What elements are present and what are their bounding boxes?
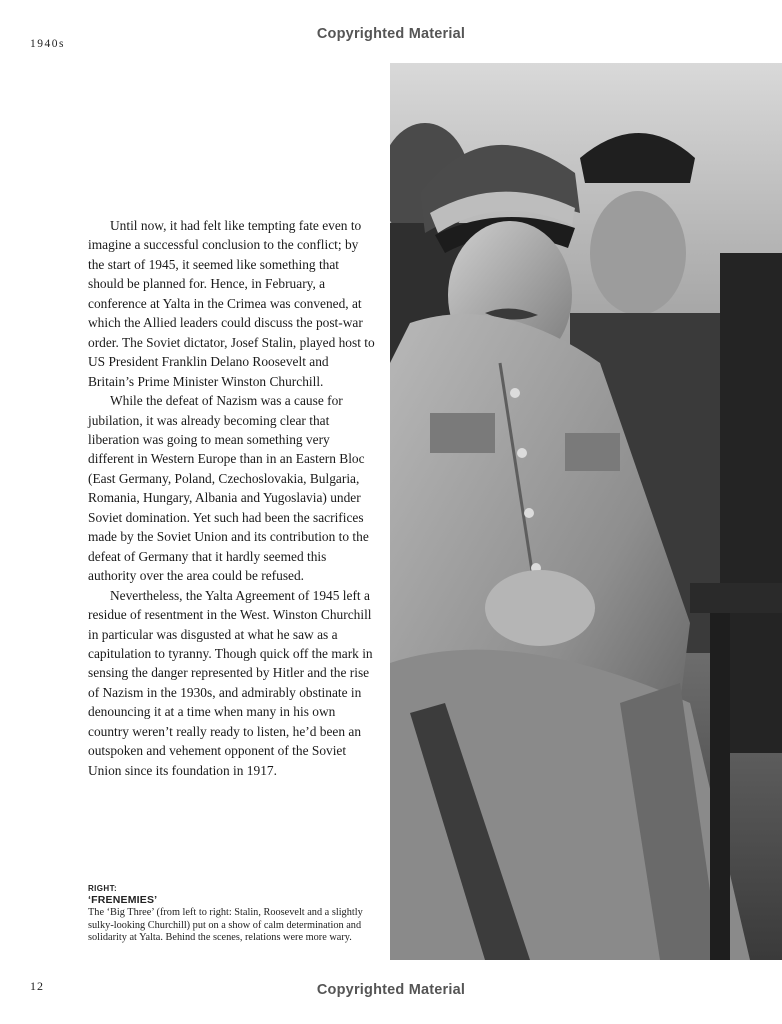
paragraph-2: While the defeat of Nazism was a cause for jubilation, it was already becoming clear that liberation was going to mean something very different in Western Europe than in an Eastern Bloc (East Germany, Poland, Czechoslovakia, Bulgaria, Romania, Hungary, Albania and Yugoslavia) under Soviet domination. Yet such had been the sacrifices made by the Soviet Union and its contribution to the defeat of Germany that it hardly seemed this authority over the area could be refused. [88, 393, 369, 584]
caption-title: ‘FRENEMIES’ [88, 894, 158, 906]
copyright-watermark-bottom: Copyrighted Material [316, 982, 466, 998]
photo-caption [88, 884, 378, 945]
paragraph-3: Nevertheless, the Yalta Agreement of 1945 left a residue of resentment in the West. Winston Churchill in particular was disgusted at what he saw as a capitulation to tyranny. Though quick off the mark in sensing the danger represented by Hitler and the rise of Nazism in the 1930s, and admirably obstinate in denouncing it at a time when many in his own country weren’t really ready to listen, he’d been an outspoken and vehement opponent of the Soviet Union since its foundation in 1917. [88, 587, 373, 778]
photo-illustration [390, 63, 782, 960]
paragraph-1: Until now, it had felt like tempting fate even to imagine a successful conclusion to the conflict; by the start of 1945, it seemed like something that should be planned for. Hence, in February, a conference at Yalta in the Crimea was convened, at which the Allied leaders could discuss the post-war order. The Soviet dictator, Josef Stalin, played host to US President Franklin Delano Roosevelt and Britain’s Prime Minister Winston Churchill. [88, 218, 375, 389]
caption-label: RIGHT: [88, 884, 118, 893]
body-text [88, 216, 378, 780]
copyright-watermark-top: Copyrighted Material [316, 26, 466, 42]
stalin-photograph [390, 63, 782, 960]
page-number: 12 [30, 979, 44, 993]
caption-text: The ‘Big Three’ (from left to right: Stalin, Roosevelt and a slightly sulky-looking Churchill) put on a show of calm determination and solidarity at Yalta. Behind the scenes, relations were more wary. [88, 907, 363, 943]
running-head: 1940s [30, 38, 65, 50]
